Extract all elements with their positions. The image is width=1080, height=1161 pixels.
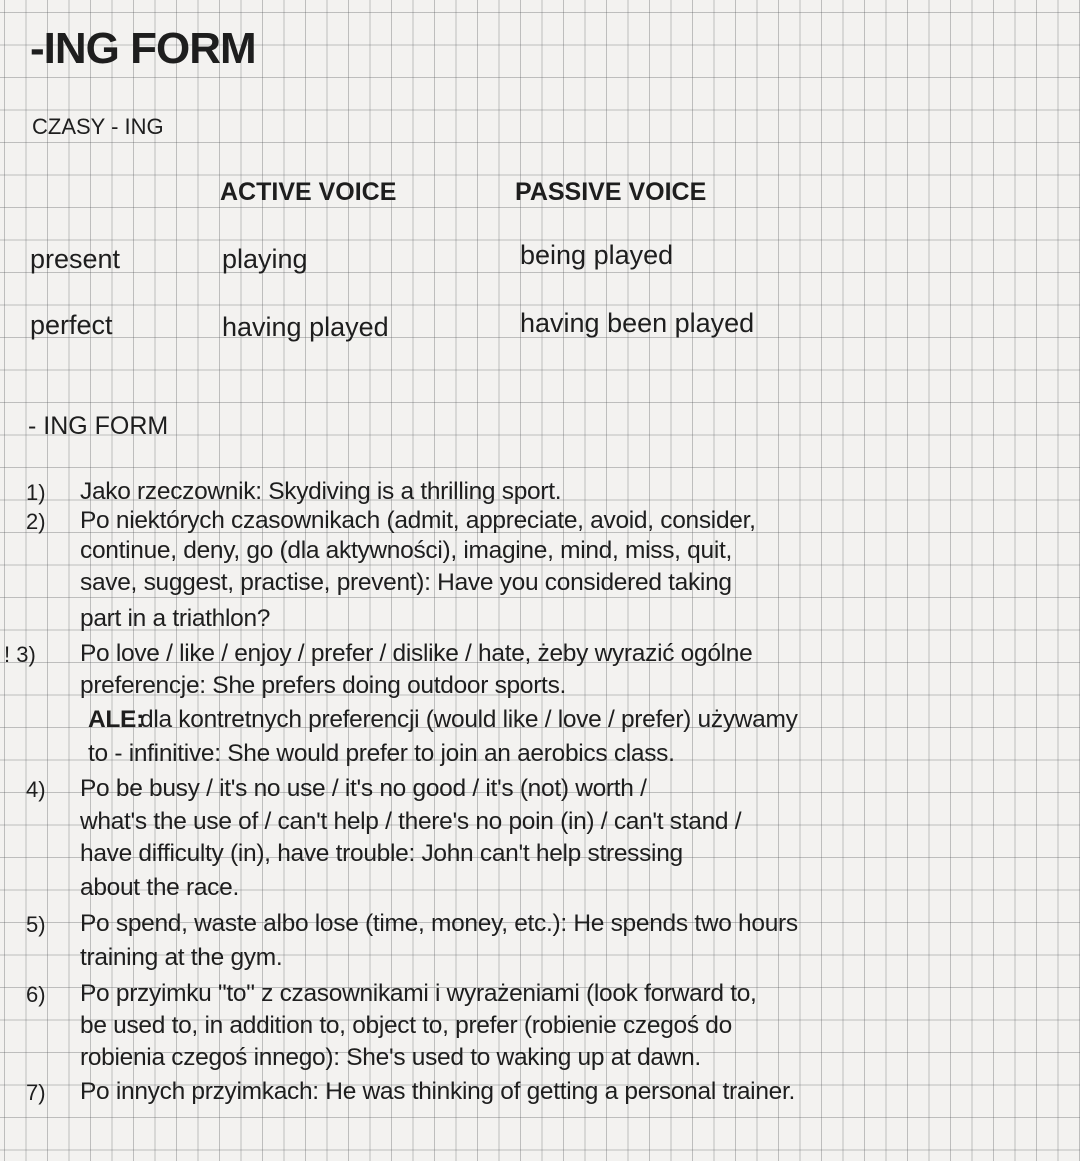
item-line: about the race. — [80, 874, 239, 901]
item-marker: 2) — [26, 509, 46, 534]
item-marker: 1) — [26, 480, 46, 505]
present-active: playing — [222, 244, 308, 274]
item-line: robienia czegoś innego): She's used to waking up at dawn. — [80, 1044, 701, 1071]
item-line: Po innych przyimkach: He was thinking of getting a personal trainer. — [80, 1078, 795, 1105]
item-line: to - infinitive: She would prefer to join an aerobics class. — [88, 740, 675, 767]
item-line: continue, deny, go (dla aktywności), imagine, mind, miss, quit, — [80, 537, 732, 564]
note-label: ALE: — [88, 706, 144, 733]
perfect-passive: having been played — [520, 308, 755, 338]
item-marker: 5) — [26, 912, 46, 937]
item-line: part in a triathlon? — [80, 605, 271, 632]
item-line: Po przyimku "to" z czasownikami i wyrażeniami (look forward to, — [80, 980, 757, 1007]
section-title: - ING FORM — [28, 412, 169, 440]
row-label-present: present — [30, 244, 121, 274]
item-marker: 4) — [26, 777, 46, 802]
item-marker: ! 3) — [4, 642, 36, 667]
header-passive-voice: PASSIVE VOICE — [515, 178, 707, 206]
header-active-voice: ACTIVE VOICE — [220, 178, 397, 206]
item-line: what's the use of / can't help / there's no poin (in) / can't stand / — [80, 808, 742, 835]
perfect-active: having played — [222, 312, 389, 342]
page-title: -ING FORM — [30, 24, 256, 73]
item-marker: 7) — [26, 1080, 46, 1105]
item-line: Po spend, waste albo lose (time, money, etc.): He spends two hours — [80, 910, 798, 937]
item-line: dla kontretnych preferencji (would like / love / prefer) używamy — [140, 706, 798, 733]
item-line: Po niektórych czasownikach (admit, appreciate, avoid, consider, — [80, 507, 756, 534]
item-line: training at the gym. — [80, 944, 283, 971]
item-line: Po love / like / enjoy / prefer / dislike / hate, żeby wyrazić ogólne — [80, 640, 753, 667]
item-line: Jako rzeczownik: Skydiving is a thrilling sport. — [80, 478, 562, 505]
subtitle: CZASY - ING — [32, 114, 164, 139]
item-line: save, suggest, practise, prevent): Have you considered taking — [80, 569, 732, 596]
present-passive: being played — [520, 240, 674, 270]
item-line: Po be busy / it's no use / it's no good / it's (not) worth / — [80, 775, 647, 802]
item-line: be used to, in addition to, object to, prefer (robienie czegoś do — [80, 1012, 732, 1039]
item-line: preferencje: She prefers doing outdoor sports. — [80, 672, 567, 699]
item-line: have difficulty (in), have trouble: John can't help stressing — [80, 840, 683, 867]
row-label-perfect: perfect — [30, 310, 113, 340]
item-marker: 6) — [26, 982, 46, 1007]
